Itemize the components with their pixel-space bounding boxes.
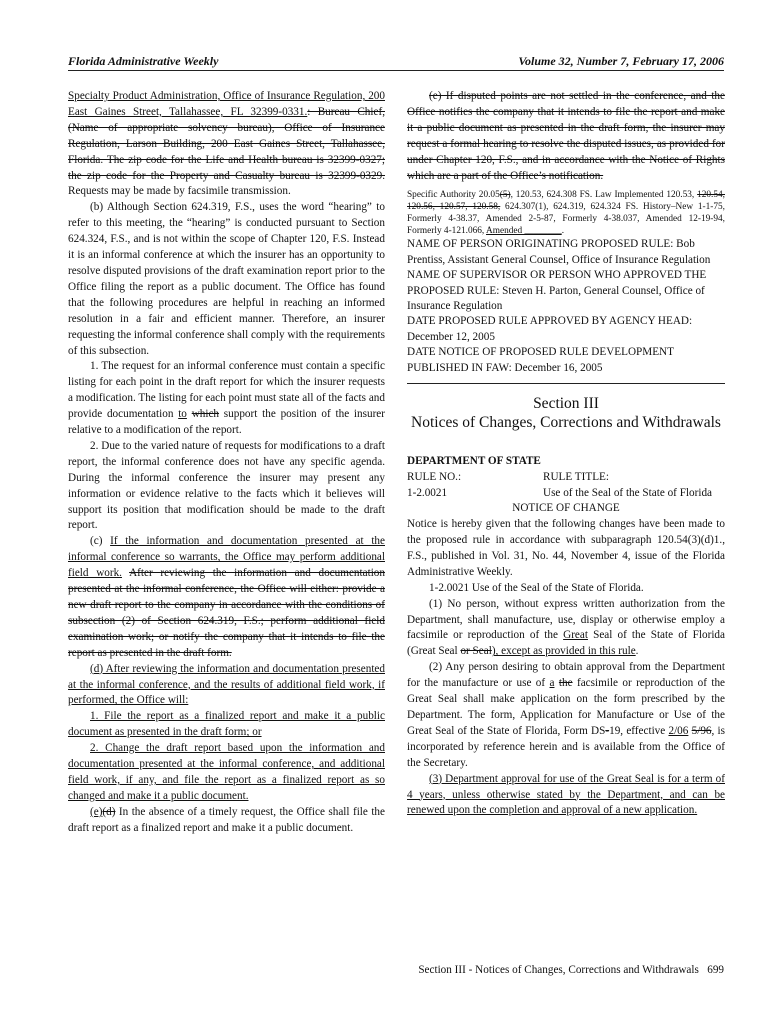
rule-no: 1-2.0021 [407,486,448,499]
text: facsimile or reproduction of the Great Seal shall make application on the form prescribed by the Department. The form, Application for Manufacture or Use of the Great Seal of the State of Florida, Form DS [407,677,726,737]
text: Requests may be made by facsimile transmission. [68,185,291,198]
paragraph-d2 [68,741,385,805]
section-title: Notices of Changes, Corrections and Withdrawals [411,414,721,432]
underlined-text: Great [563,629,588,642]
underlined-text: Amended ________ [486,226,562,237]
paragraph-contact [68,89,385,200]
paragraph-e-deleted [407,89,725,184]
text: 624.307(1), 624.319, 624.324 FS. History–New 1-1-75, Formerly 4-38.37, Amended 2-5-87, Formerly 4-38.037, Amended 12-19-94, Formerly 4-121.066, [407,202,725,237]
struck-text: - [605,724,610,737]
underlined-text: ), except as provided in this rule [491,645,636,658]
left-column [68,89,385,837]
text: . [635,645,639,658]
text: Seal of the State of Florida (Great Seal [407,629,725,658]
text: In the absence of a timely request, the Office shall file the draft report as a finalized report and make it a public document. [68,805,385,834]
section-divider [407,383,725,384]
struck-text: which [191,408,220,421]
paragraph-c [68,534,385,661]
underlined-text: If the information and documentation presented at the informal conference so warrants, the Office may perform additional field work. [68,535,385,580]
issue-info: Volume 32, Number 7, February 17, 2006 [518,54,724,68]
struck-text: After reviewing the information and documentation presented at the informal conference, the Office will either: provide a new draft report to the company in accordance with the conditions of subsection (2) of Section 624.319, F.S.; perform additional field examination work; or notify the company that it intends to file the report as presented in the draft form. [68,567,385,659]
rule-paragraph-3 [407,772,725,820]
text: Specific Authority 20.05 [407,190,500,201]
struck-text: (5) [499,190,511,201]
rule-paragraph-1 [407,597,725,661]
underlined-text: (d) After reviewing the information and documentation presented at the informal conference, and the results of additional field work, if performed, the Office will: [68,662,385,707]
struck-text: (d) [102,805,116,818]
struck-text: the [558,677,573,690]
page-number: 699 [707,964,724,976]
rule-title-label: RULE TITLE: [543,471,609,483]
text: , 120.53, 624.308 FS. Law Implemented 120.53, [510,190,698,201]
paragraph-e [68,805,385,837]
paragraph-b: (b) Although Section 624.319, F.S., uses the word “hearing” to refer to this meeting, the “hearing” is conducted pursuant to Section 624.324, F.S., and is not within the scope of Chapter 120, F.S. Instead it is an informal conference at which the insurer has an opportunity to resolve disputed provisions of the draft examination report prior to the Office filing the report as a public document. The Office has found that the following procedures are helpful in reaching an informed resolution in a fair and efficient manner. Therefore, an insurer requesting the informal conference shall comply with the requirements of this subsection. [68,201,385,357]
underlined-text: a [549,677,555,690]
underlined-text: 2/06 [668,724,689,737]
authority-citation [407,189,725,237]
underlined-text: to [178,408,187,421]
text: 1. The request for an informal conference must contain a specific listing for each point in the draft report for which the insurer requests a modification. The listing for each point must state all of the facts and provide documentation [68,360,385,421]
running-header [68,52,724,70]
section-number: Section III [533,395,599,413]
rule-values-row [407,486,725,502]
text: 19, effective [609,724,669,737]
text: (c) [90,535,111,548]
underlined-text: (3) Department approval for use of the Great Seal is for a term of 4 years, unless otherwise stated by the Department, and can be renewed upon the completion and approval of a new application. [407,772,725,817]
approval-date: DATE PROPOSED RULE APPROVED BY AGENCY HEAD: December 12, 2005 [407,315,693,343]
rule-heading: 1-2.0021 Use of the Seal of the State of Florida. [429,581,644,594]
struck-text: : Bureau Chief, (Name of appropriate solvency bureau), Office of Insurance Regulation, Larson Building, 200 East Gaines Street, Tallahassee, Florida. The zip code for the Life and Health bureau is 32399-0327; the zip code for the Property and Casualty bureau is 32399-0329. [68,105,385,182]
notice-paragraph: Notice is hereby given that the following changes have been made to the proposed rule in accordance with subparagraph 120.54(3)(d)1., F.S., published in Vol. 31, No. 44, November 4, issue of the Florida Administrative Weekly. [407,518,725,578]
section-heading [407,394,725,432]
text: support the position of the insurer relative to a modification of the report. [68,408,385,437]
paragraph-1 [68,359,385,439]
struck-text: or Seal [460,645,492,658]
text: (2) Any person desiring to obtain approval from the Department for the manufacture or use of [407,661,725,690]
publication-name: Florida Administrative Weekly [68,54,219,68]
paragraph-d [68,662,385,710]
supervisor-info: NAME OF SUPERVISOR OR PERSON WHO APPROVED THE PROPOSED RULE: Steven H. Parton, General Counsel, Office of Insurance Regulation [407,269,707,313]
rule-title: Use of the Seal of the State of Florida [543,486,713,499]
footer-text: Section III - Notices of Changes, Corrections and Withdrawals [418,964,699,976]
paragraph-2: 2. Due to the varied nature of requests for modifications to a draft report, the informal conference does not have any specific agenda. During the informal conference the insurer may present any information or evidence relative to the facts which it believes will support its position that modification should be made to the draft report. [68,439,385,532]
struck-text: 120.54, 120.56, 120.57, 120.58, [407,190,725,213]
underlined-text: Specialty Product Administration, Office of Insurance Regulation, 200 East Gaines Street, Tallahassee, FL 32399-0331. [68,90,385,118]
page-footer [418,964,724,976]
underlined-text: 2. Change the draft report based upon the information and documentation presented at the informal conference, and additional field work, if any, and file the report as a finalized report as so changed and make it a public document. [68,742,385,802]
originator-info: NAME OF PERSON ORIGINATING PROPOSED RULE: Bob Prentiss, Assistant General Counsel, Office of Insurance Regulation [407,238,711,266]
struck-text: 5/96 [691,724,712,737]
right-column [407,89,725,819]
paragraph-d1 [68,709,385,741]
underlined-text: 1. File the report as a finalized report and make it a public document as presented in the draft form; or [68,710,385,739]
struck-text: (e) If disputed points are not settled in the conference, and the Office notifies the company that it intends to file the report and make it a public document as presented in the draft form, the insurer may request a formal hearing to resolve the disputed issues, as provided for under Chapter 120, F.S., and in accordance with the Notice of Rights which are a part of the Office’s notification. [407,90,725,182]
text: . [561,226,565,237]
text: , is incorporated by reference herein and is available from the Office of the Secretary. [407,724,726,769]
text: (1) No person, without express written authorization from the Department, shall manufacture, use, display or otherwise employ a facsimile or reproduction of the [407,597,725,642]
underlined-text: (e) [90,805,103,818]
rule-paragraph-2 [407,660,725,771]
department-heading: DEPARTMENT OF STATE [407,455,541,468]
rule-no-label: RULE NO.: [407,471,462,483]
header-rule [68,70,724,71]
rule-labels-row [407,470,725,486]
notice-of-change: NOTICE OF CHANGE [512,502,620,515]
development-date: DATE NOTICE OF PROPOSED RULE DEVELOPMENT PUBLISHED IN FAW: December 16, 2005 [407,346,674,374]
